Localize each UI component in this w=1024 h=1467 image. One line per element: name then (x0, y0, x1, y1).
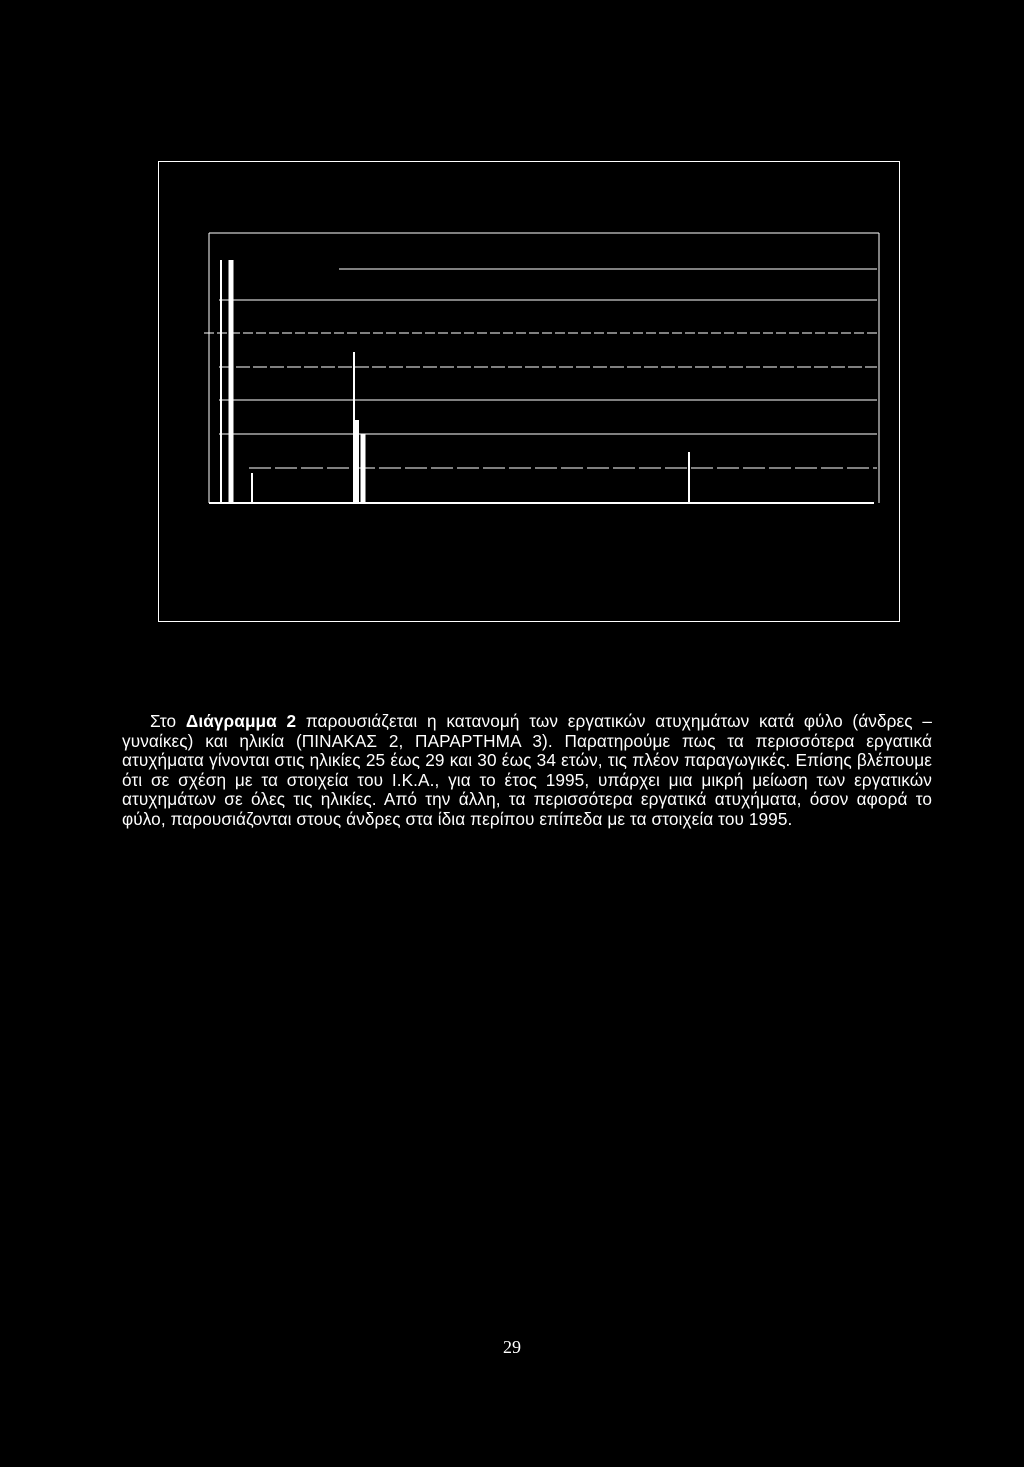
paragraph-lead: Στο (150, 711, 177, 731)
diagram-reference: Διάγραμμα 2 (185, 711, 297, 731)
paragraph-text: παρουσιάζεται η κατανομή των εργατικών ατυχημάτων κατά φύλο (άνδρες – γυναίκες) και ηλικία (ΠΙΝΑΚΑΣ 2, ΠΑΡΑΡΤΗΜΑ 3). Παρατηρούμε πως τα περισσότερα εργατικά ατυχήματα γίνονται στις ηλικίες 25 έως 29 και 30 έως 34 ετών, τις πλέον παραγωγικές. Επίσης βλέπουμε ότι σε σχέση με τα στοιχεία του Ι.Κ.Α., για το έτος 1995, υπάρχει μια μικρή μείωση των εργατικών ατυχημάτων σε όλες τις ηλικίες. Από την άλλη, τα περισσότερα εργατικά ατυχήματα, όσον αφορά το φύλο, παρουσιάζονται στους άνδρες στα ίδια περίπου επίπεδα με τα στοιχεία του 1995. (122, 711, 932, 829)
page-number: 29 (503, 1337, 521, 1357)
chart-figure (158, 161, 900, 622)
body-paragraph (122, 712, 932, 830)
chart-graphic (159, 162, 901, 623)
